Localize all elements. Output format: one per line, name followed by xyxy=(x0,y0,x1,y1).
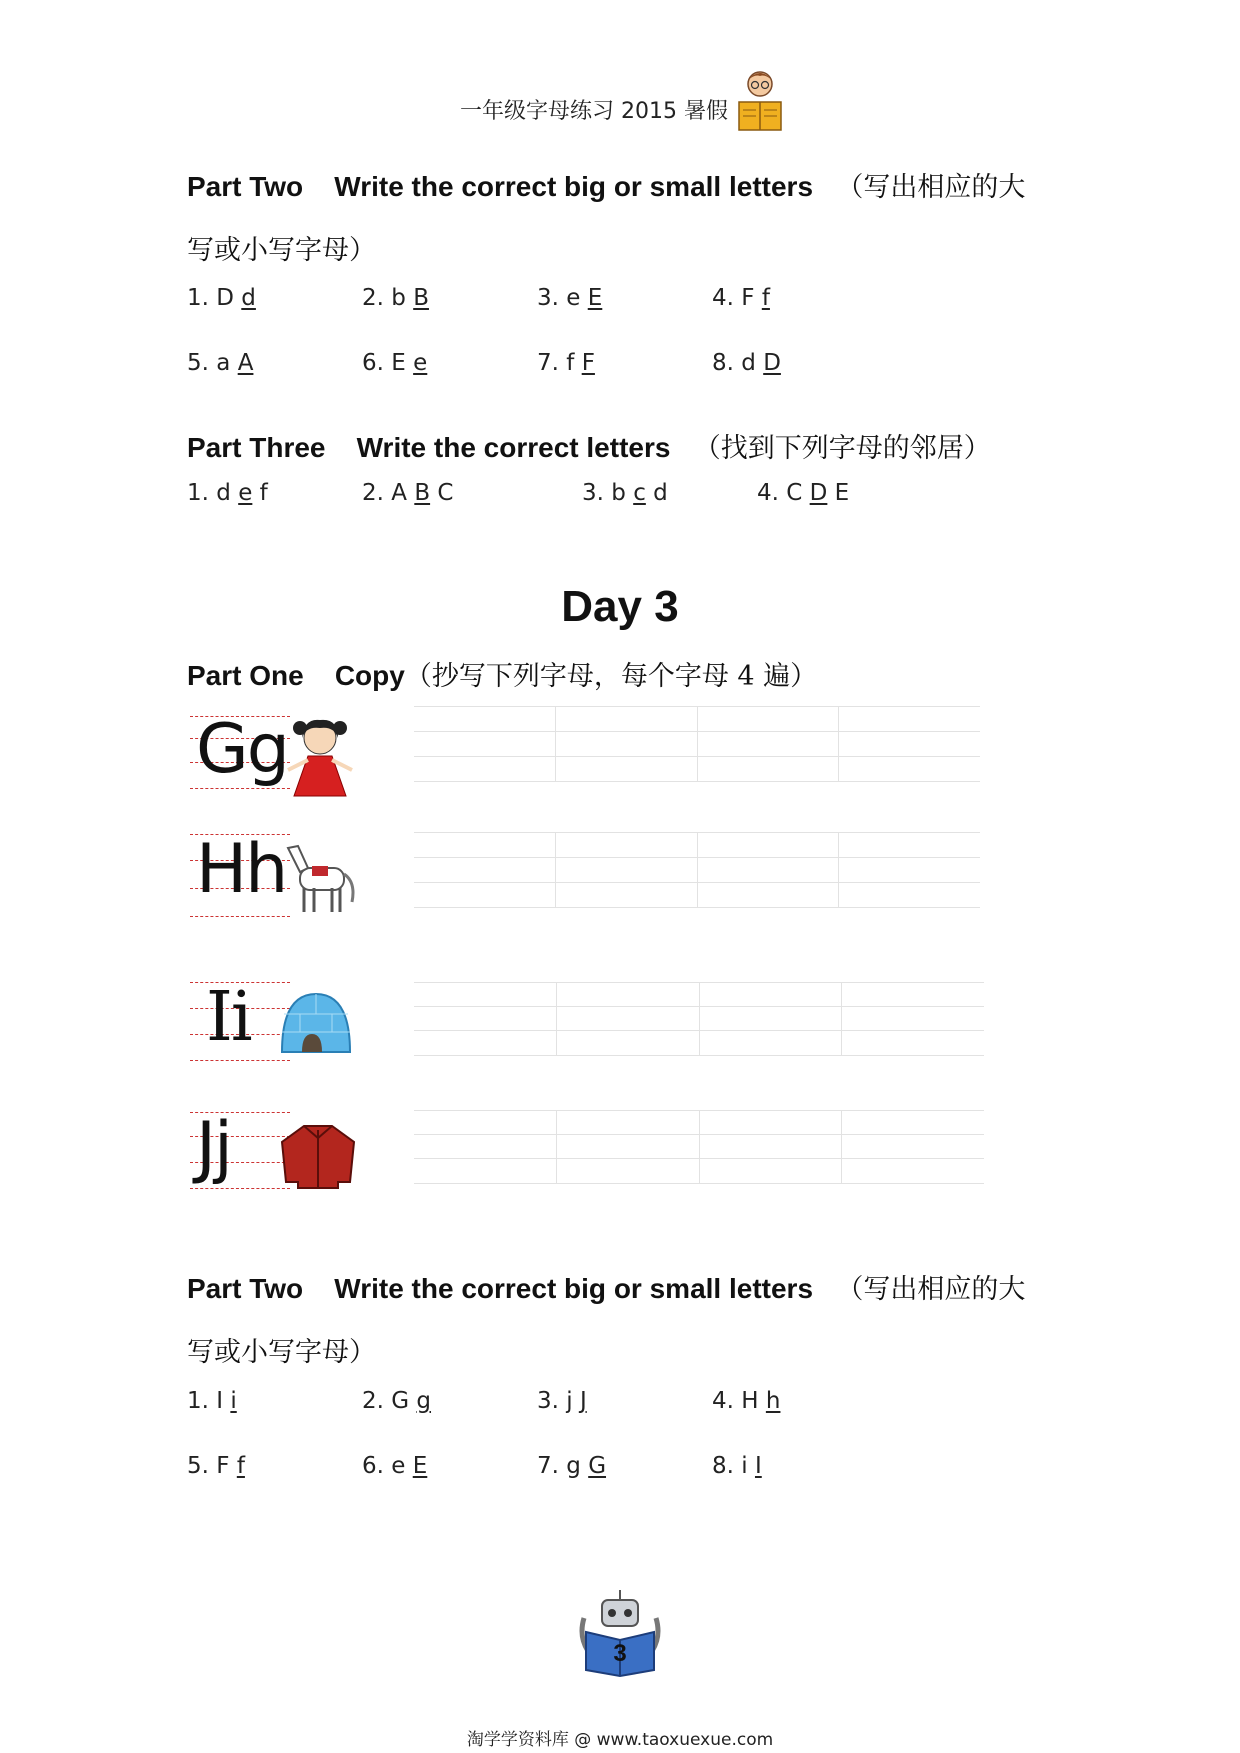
day-title: Day 3 xyxy=(561,582,679,631)
answer-item: 4. F f xyxy=(712,285,770,311)
neighbor-item: 3. b c d xyxy=(582,480,668,506)
part-two-instruction: Write the correct big or small letters xyxy=(334,171,814,202)
copy-grid-hh[interactable] xyxy=(414,832,980,908)
page-header-title: 一年级字母练习 2015 暑假 xyxy=(460,99,728,124)
answer-item: 3. e E xyxy=(537,285,603,311)
part-three-label: Part Three xyxy=(187,432,326,463)
girl-icon xyxy=(284,716,356,800)
part-two-cn-continued: 写或小写字母） xyxy=(187,1337,376,1368)
copy-grid-jj[interactable] xyxy=(414,1110,984,1184)
neighbor-item: 1. d e f xyxy=(187,480,268,506)
answer-item: 4. H h xyxy=(712,1388,781,1414)
part-two-cn: （写出相应的大 xyxy=(836,172,1026,203)
letter-card-ii xyxy=(190,978,360,1073)
answer-item: 1. D d xyxy=(187,285,256,311)
answer-item: 8. i I xyxy=(712,1453,762,1479)
answer-item: 5. F f xyxy=(187,1453,245,1479)
part-two-label: Part Two xyxy=(187,1273,304,1304)
answer-item: 8. d D xyxy=(712,350,781,376)
jacket-icon xyxy=(280,1122,356,1192)
part-two-label: Part Two xyxy=(187,171,304,202)
part-three-cn: （找到下列字母的邻居） xyxy=(693,433,991,464)
part-one-heading xyxy=(187,654,817,693)
part-two-cn-continued: 写或小写字母） xyxy=(187,235,376,266)
part-three-heading xyxy=(187,426,991,465)
letter-card-gg xyxy=(190,710,360,805)
answer-item: 7. f F xyxy=(537,350,595,376)
part-two-instruction: Write the correct big or small letters xyxy=(334,1273,814,1304)
answer-item: 6. E e xyxy=(362,350,428,376)
igloo-icon xyxy=(278,990,354,1056)
letter-gg: Gg xyxy=(196,710,288,789)
answer-item: 2. b B xyxy=(362,285,429,311)
part-one-instruction: Copy xyxy=(334,660,405,691)
part-two-cn: （写出相应的大 xyxy=(836,1274,1026,1305)
neighbor-item: 2. A B C xyxy=(362,480,454,506)
reading-boy-icon xyxy=(735,68,785,134)
page-number: 3 xyxy=(613,1640,627,1667)
answer-item: 1. I i xyxy=(187,1388,237,1414)
answer-item: 3. j J xyxy=(537,1388,587,1414)
letter-jj: Jj xyxy=(196,1108,231,1187)
horse-icon xyxy=(282,838,360,918)
page-number-badge xyxy=(570,1588,670,1678)
answer-item: 2. G g xyxy=(362,1388,432,1414)
part-two-heading xyxy=(187,165,1025,204)
letter-card-jj xyxy=(190,1108,360,1203)
part-two-heading-day3 xyxy=(187,1267,1025,1306)
neighbor-item: 4. C D E xyxy=(757,480,850,506)
copy-grid-ii[interactable] xyxy=(414,982,984,1056)
part-one-cn: （抄写下列字母，每个字母 4 遍） xyxy=(404,661,818,692)
letter-ii: Ii xyxy=(206,978,251,1057)
letter-hh: Hh xyxy=(196,830,287,909)
letter-card-hh xyxy=(190,830,360,925)
answer-item: 6. e E xyxy=(362,1453,428,1479)
answer-item: 7. g G xyxy=(537,1453,607,1479)
footer-source: 淘学学资料库 @ www.taoxuexue.com xyxy=(466,1730,774,1750)
part-one-label: Part One xyxy=(187,660,304,691)
part-three-instruction: Write the correct letters xyxy=(356,432,671,463)
answer-item: 5. a A xyxy=(187,350,254,376)
copy-grid-gg[interactable] xyxy=(414,706,980,782)
